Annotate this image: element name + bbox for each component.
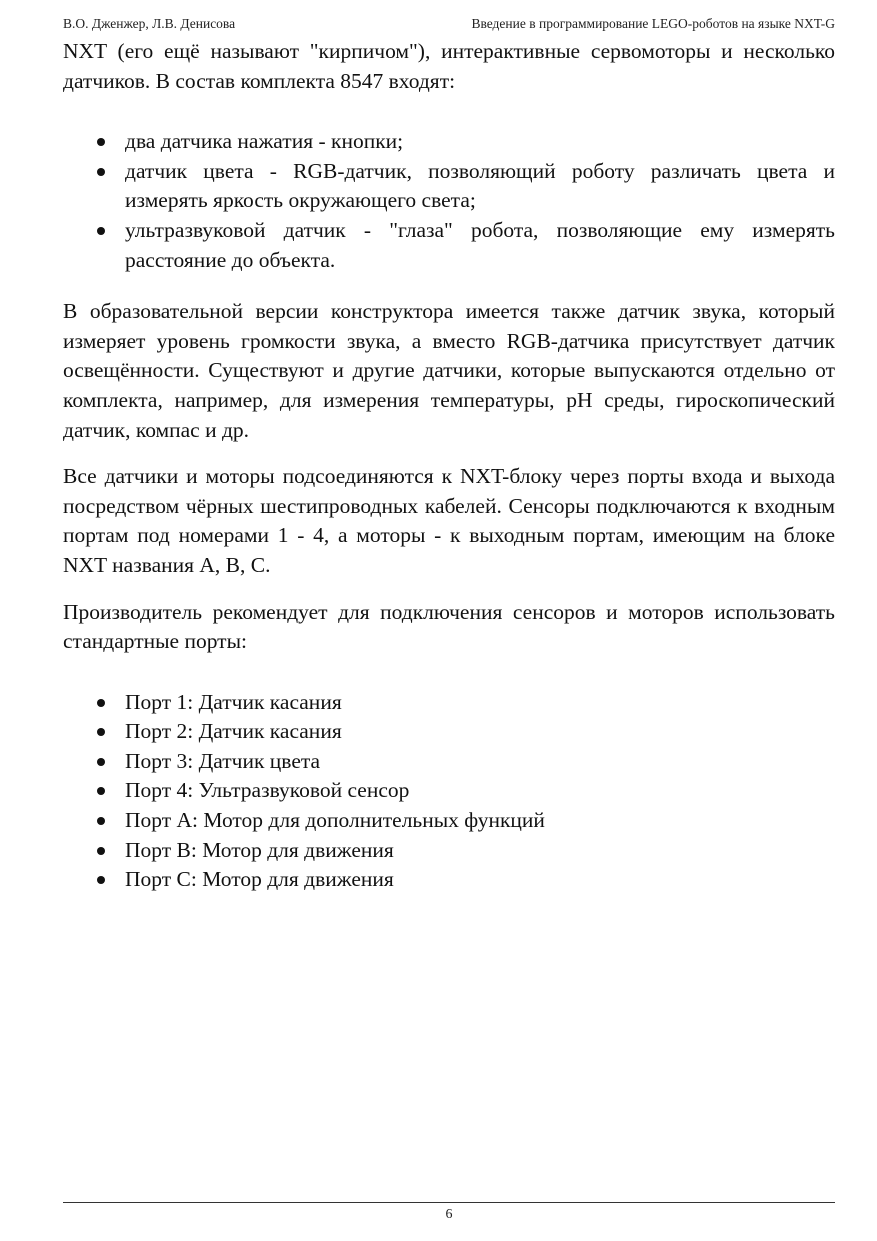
ports-paragraph: Все датчики и моторы подсоединяются к NXT-блоку через порты входа и выхода посредством чёрных шестипроводных кабелей. Сенсоры подключаются к входным портам под номерами 1 - 4, а моторы - к выходным портам, имеющим на блоке NXT названия A, B, C. <box>63 464 835 577</box>
bullet-icon <box>97 847 105 855</box>
list-item-text: датчик цвета - RGB-датчик, позволяющий роботу различать цвета и измерять яркость окружающего света; <box>125 158 835 213</box>
bullet-icon <box>97 758 105 766</box>
list-item <box>125 776 835 806</box>
list-item <box>125 717 835 747</box>
port-list <box>63 688 835 895</box>
list-item <box>125 836 835 866</box>
sensor-list <box>63 127 835 275</box>
footer-divider <box>63 1202 835 1203</box>
list-item-text: Порт B: Мотор для движения <box>125 837 394 862</box>
list-item-text: Порт 1: Датчик касания <box>125 689 342 714</box>
header-authors: В.О. Дженжер, Л.В. Денисова <box>63 16 236 31</box>
bullet-icon <box>97 227 105 235</box>
list-item-text: Порт C: Мотор для движения <box>125 867 394 892</box>
list-item-text: Порт 2: Датчик касания <box>125 719 342 744</box>
bullet-icon <box>97 817 105 825</box>
list-item-text: Порт 4: Ультразвуковой сенсор <box>125 778 410 803</box>
bullet-icon <box>97 787 105 795</box>
bullet-icon <box>97 728 105 736</box>
header-book-title: Введение в программирование LEGO-роботов на языке NXT-G <box>471 16 835 31</box>
list-item-text: ультразвуковой датчик - "глаза" робота, позволяющие ему измерять расстояние до объекта. <box>125 217 835 272</box>
list-item-text: Порт A: Мотор для дополнительных функций <box>125 808 545 833</box>
list-item-text: Порт 3: Датчик цвета <box>125 748 321 773</box>
intro-paragraph: NXT (его ещё называют "кирпичом"), интерактивные сервомоторы и несколько датчиков. В состав комплекта 8547 входят: <box>63 39 835 93</box>
page-body <box>63 37 835 895</box>
list-item <box>125 747 835 777</box>
page-header <box>63 14 835 34</box>
bullet-icon <box>97 168 105 176</box>
bullet-icon <box>97 138 105 146</box>
list-item <box>125 216 835 275</box>
recommend-paragraph: Производитель рекомендует для подключения сенсоров и моторов использовать стандартные порты: <box>63 599 835 654</box>
list-item <box>125 688 835 718</box>
bullet-icon <box>97 876 105 884</box>
list-item <box>125 865 835 895</box>
list-item <box>125 127 835 157</box>
list-item-text: два датчика нажатия - кнопки; <box>125 129 404 154</box>
list-item <box>125 806 835 836</box>
bullet-icon <box>97 699 105 707</box>
page-number: 6 <box>445 1207 453 1222</box>
list-item <box>125 157 835 216</box>
education-paragraph: В образовательной версии конструктора имеется также датчик звука, который измеряет уровень громкости звука, а вместо RGB-датчика присутствует датчик освещённости. Существуют и другие датчики, которые выпускаются отдельно от комплекта, например, для измерения температуры, pH среды, гироскопический датчик, компас и др. <box>63 299 835 442</box>
